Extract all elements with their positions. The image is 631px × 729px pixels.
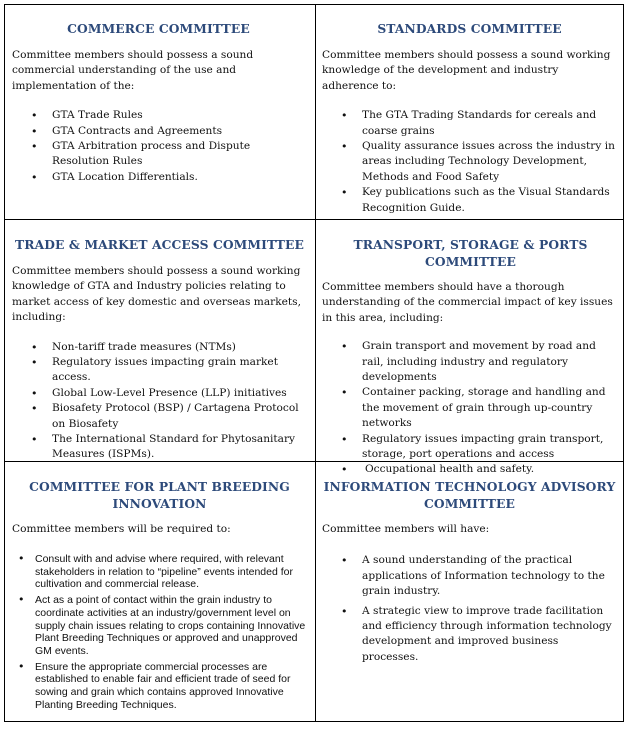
list-item: • GTA Contracts and Agreements: [12, 124, 305, 139]
standards-committee-list: [322, 108, 617, 216]
committees-table: [4, 4, 624, 722]
list-item: • Global Low-Level Presence (LLP) initiatives: [12, 386, 307, 401]
list-item: • Container packing, storage and handling and the movement of grain through up-country networks: [322, 385, 619, 431]
standards-committee-title: STANDARDS COMMITTEE: [377, 21, 562, 36]
list-item: • Regulatory issues impacting grain transport, storage, port operations and access: [322, 432, 619, 463]
commerce-committee-list: [12, 108, 305, 185]
commerce-committee-cell: [5, 5, 315, 219]
list-item: • GTA Arbitration process and Dispute Resolution Rules: [12, 139, 305, 170]
information-technology-advisory-committee-title: INFORMATION TECHNOLOGY ADVISORY COMMITTEE: [323, 479, 616, 511]
plant-breeding-innovation-committee-intro: Committee members will be required to:: [12, 523, 231, 535]
transport-storage-ports-committee-cell: [316, 220, 625, 476]
list-item: • Regulatory issues impacting grain market access.: [12, 355, 307, 386]
list-item: • Non-tariff trade measures (NTMs): [12, 340, 307, 355]
list-item: • The International Standard for Phytosanitary Measures (ISPMs).: [12, 432, 307, 463]
list-item: • Quality assurance issues across the industry in areas including Technology Development, Methods and Food Safety: [322, 139, 617, 185]
transport-storage-ports-committee-list: [322, 339, 619, 478]
standards-committee-cell: [316, 5, 625, 219]
information-technology-advisory-committee-list: [322, 553, 617, 665]
commerce-committee-title: COMMERCE COMMITTEE: [67, 21, 250, 36]
list-item: • A strategic view to improve trade facilitation and efficiency through information technology development and improved business processes.: [322, 604, 617, 666]
list-item: • Occupational health and safety.: [322, 462, 619, 477]
commerce-committee-intro: Committee members should possess a sound commercial understanding of the use and implementation of the:: [12, 49, 254, 92]
list-item: • Ensure the appropriate commercial processes are established to enable fair and efficient trade of seed for sowing and grain which contains approved Innovative Planting Breeding Techniques.: [12, 661, 307, 712]
plant-breeding-innovation-committee-list: [12, 553, 307, 711]
plant-breeding-innovation-committee-cell: [5, 462, 315, 722]
information-technology-advisory-committee-cell: [316, 462, 625, 722]
list-item: • Consult with and advise where required, with relevant stakeholders in relation to “pipeline” events intended for cultivation and commercial release.: [12, 553, 307, 591]
plant-breeding-innovation-committee-title: COMMITTEE FOR PLANT BREEDING INNOVATION: [29, 479, 290, 511]
list-item: • A sound understanding of the practical applications of Information technology to the grain industry.: [322, 553, 617, 599]
information-technology-advisory-committee-intro: Committee members will have:: [322, 523, 490, 535]
list-item: • Biosafety Protocol (BSP) / Cartagena Protocol on Biosafety: [12, 401, 307, 432]
list-item: • GTA Location Differentials.: [12, 170, 305, 185]
list-item: • GTA Trade Rules: [12, 108, 305, 123]
list-item: • Act as a point of contact within the grain industry to coordinate activities at an industry/government level on supply chain issues relating to crops containing Innovative Plant Breeding Techniques or approved and unapproved GM events.: [12, 594, 307, 658]
trade-market-access-committee-cell: [5, 220, 315, 461]
transport-storage-ports-committee-intro: Committee members should have a thorough understanding of the commercial impact of key issues in this area, including:: [322, 281, 613, 324]
list-item: • Grain transport and movement by road and rail, including industry and regulatory developments: [322, 339, 619, 385]
transport-storage-ports-committee-title: TRANSPORT, STORAGE & PORTS COMMITTEE: [353, 237, 588, 269]
list-item: • The GTA Trading Standards for cereals and coarse grains: [322, 108, 617, 139]
list-item: • Key publications such as the Visual Standards Recognition Guide.: [322, 185, 617, 216]
standards-committee-intro: Committee members should possess a sound working knowledge of the development and industry adherence to:: [322, 49, 611, 92]
trade-market-access-committee-intro: Committee members should possess a sound working knowledge of GTA and Industry policies relating to market access of key domestic and overseas markets, including:: [12, 265, 301, 324]
trade-market-access-committee-list: [12, 340, 307, 463]
trade-market-access-committee-title: TRADE & MARKET ACCESS COMMITTEE: [15, 237, 304, 252]
